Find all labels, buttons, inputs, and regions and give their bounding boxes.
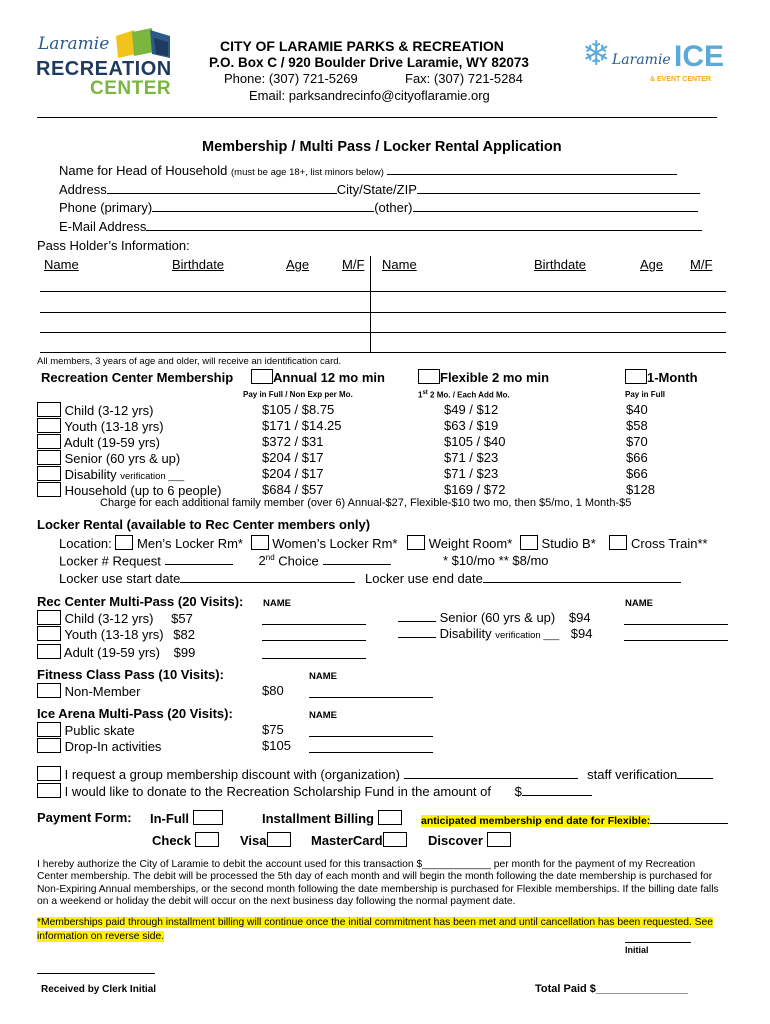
phone-row: [59, 200, 698, 215]
anticipated-end-label: anticipated membership end date for Flexible:: [421, 815, 651, 827]
donate-dollar: $: [514, 784, 522, 799]
payment-form-label: Payment Form:: [37, 810, 132, 825]
membership-row-label: Youth (13-18 yrs): [64, 419, 164, 434]
plan-month: [625, 369, 698, 385]
org-phone: Phone: (307) 721-5269: [224, 71, 358, 86]
group-discount-checkbox[interactable]: [37, 766, 61, 781]
ice-row-price: $75: [262, 722, 284, 737]
clerk-initial-label: Received by Clerk Initial: [41, 984, 157, 995]
membership-flex-price: $49 / $12: [444, 402, 499, 417]
head-name-row: [59, 163, 677, 178]
ice-row: [37, 738, 161, 754]
membership-flex-price: $63 / $19: [444, 418, 499, 433]
ice-title: Ice Arena Multi-Pass (20 Visits):: [37, 706, 233, 721]
pass-holder-label: Pass Holder’s Information:: [37, 238, 190, 253]
locker-dates-row: [59, 571, 681, 586]
membership-flex-price: $169 / $72: [444, 482, 506, 497]
multipass-row: [37, 644, 195, 660]
membership-flex-price: $71 / $23: [444, 466, 499, 481]
locker-option-checkbox[interactable]: [407, 535, 425, 550]
locker-option-label: Women’s Locker Rm*: [272, 536, 398, 551]
ph-row-line[interactable]: [40, 291, 726, 292]
membership-row-checkbox[interactable]: [37, 466, 61, 481]
locker-prices: * $10/mo ** $8/mo: [443, 553, 549, 568]
fitness-name-header: NAME: [309, 671, 337, 682]
total-paid: Total Paid $_______________: [535, 983, 688, 995]
ph-col-age-right: Age: [640, 257, 664, 272]
ph-col-name-left: Name: [44, 257, 79, 272]
payment-infull: [150, 810, 223, 826]
plan-flexible-checkbox[interactable]: [418, 369, 440, 384]
ice-name-field[interactable]: [309, 752, 433, 753]
multipass-row-blank[interactable]: [398, 626, 436, 638]
locker-location-label: Location:: [59, 536, 112, 551]
locker-start-label: Locker use start date: [59, 571, 181, 586]
multipass-row: [37, 610, 193, 626]
locker-request-row: [59, 553, 391, 568]
ph-col-mf-left: M/F: [342, 257, 365, 272]
plan-flexible-sub-text: 2 Mo. / Each Add Mo.: [427, 390, 510, 400]
fitness-row-price: $80: [262, 683, 284, 698]
authorization-text: I hereby authorize the City of Laramie to debit the account used for this transaction $____________ per month for the payment of my Recreation Center membership. The debit will be processed the 5th day of each month and will begin the month following the date membership is purchased for Non-Expiring Annual memberships, or the second month following the date membership is purchased for Flexible memberships. If the billing date falls on a weekend or holiday the debit will occur on the next business day following the normal payment date.: [37, 859, 719, 908]
rec-center-logo: [34, 26, 174, 98]
membership-row: [37, 434, 160, 450]
snowflake-icon: ❄: [582, 35, 611, 73]
membership-row: [37, 418, 164, 434]
membership-title: Recreation Center Membership: [41, 370, 234, 385]
plan-month-sub: Pay in Full: [625, 390, 666, 399]
ice-row-checkbox[interactable]: [37, 738, 61, 753]
membership-row: [37, 450, 180, 466]
clerk-initial-field[interactable]: [37, 973, 155, 974]
locker-option-checkbox[interactable]: [251, 535, 269, 550]
membership-row-note: verification ___: [120, 471, 185, 482]
head-name-note: (must be age 18+, list minors below): [231, 167, 384, 178]
plan-month-checkbox[interactable]: [625, 369, 647, 384]
ice-logo-script: Laramie: [612, 52, 671, 68]
ph-col-mf-right: M/F: [690, 257, 713, 272]
ph-row-line[interactable]: [40, 332, 726, 333]
payment-check-checkbox[interactable]: [195, 832, 219, 847]
membership-month-price: $128: [626, 482, 655, 497]
locker-request-label: Locker # Request: [59, 553, 161, 569]
additional-member-note: Charge for each additional family member (over 6) Annual-$27, Flexible-$10 two mo, then $5/mo, 1 Month-$5: [100, 497, 632, 509]
phone-field[interactable]: [152, 200, 374, 212]
locker-option-label: Men’s Locker Rm*: [137, 536, 243, 551]
ice-row-label: Public skate: [64, 723, 135, 738]
anticipated-end-field[interactable]: [650, 812, 728, 824]
multipass-row-price: $82: [173, 627, 195, 642]
email-field[interactable]: [146, 219, 702, 231]
plan-annual-checkbox[interactable]: [251, 369, 273, 384]
logo-recreation-text: RECREATION: [36, 58, 172, 80]
plan-annual: [251, 369, 385, 385]
membership-row-label: Household (up to 6 people): [64, 483, 222, 498]
fitness-name-field[interactable]: [309, 697, 433, 698]
membership-row-checkbox[interactable]: [37, 418, 61, 433]
membership-row-checkbox[interactable]: [37, 450, 61, 465]
ph-column-divider: [370, 256, 371, 352]
locker-choice-num: 2: [258, 553, 266, 569]
staff-verification-label: staff verification: [587, 767, 678, 782]
payment-discover-label: Discover: [428, 833, 483, 848]
payment-check-label: Check: [152, 833, 192, 848]
payment-mastercard-checkbox[interactable]: [383, 832, 407, 847]
locker-option-checkbox[interactable]: [115, 535, 133, 550]
ice-center-logo: [582, 35, 725, 94]
initial-field[interactable]: [625, 942, 691, 943]
membership-annual-price: $204 / $17: [262, 466, 324, 481]
city-field[interactable]: [417, 182, 700, 194]
membership-annual-price: $684 / $57: [262, 482, 324, 497]
payment-installment-checkbox[interactable]: [378, 810, 402, 825]
ice-row: [37, 722, 135, 738]
locker-title: Locker Rental (available to Rec Center members only): [37, 517, 371, 532]
locker-choice-label: Choice: [274, 553, 319, 569]
locker-option-checkbox[interactable]: [609, 535, 627, 550]
multipass-row-price: $99: [173, 645, 196, 660]
ice-logo-sub: & EVENT CENTER: [650, 76, 712, 83]
locker-option-checkbox[interactable]: [520, 535, 538, 550]
plan-month-label: 1-Month: [647, 370, 698, 385]
plan-flexible-label: Flexible 2 mo min: [440, 370, 550, 385]
locker-location-row: [59, 535, 708, 551]
membership-row: [37, 466, 184, 482]
locker-request-field[interactable]: [165, 553, 233, 565]
head-name-field[interactable]: [387, 163, 677, 175]
multipass-row-label: Adult (19-59 yrs): [63, 645, 160, 660]
ph-row-line[interactable]: [40, 312, 726, 313]
installment-note-text: *Memberships paid through installment billing will continue once the initial commitment has been met and until cancellation has been requested. See information on reverse side.: [37, 917, 713, 942]
membership-month-price: $66: [626, 450, 648, 465]
membership-month-price: $58: [626, 418, 648, 433]
multipass-row-right: [398, 626, 593, 641]
address-row: [59, 182, 700, 197]
org-fax: Fax: (307) 721-5284: [405, 71, 523, 86]
id-card-note: All members, 3 years of age and older, will receive an identification card.: [37, 356, 342, 367]
payment-mastercard: [311, 832, 407, 848]
membership-month-price: $70: [626, 434, 648, 449]
plan-flexible-sub: [418, 390, 510, 400]
multipass-name-header-right: NAME: [625, 598, 653, 609]
multipass-row-note: verification ___: [495, 630, 560, 641]
membership-month-price: $66: [626, 466, 648, 481]
fitness-title: Fitness Class Pass (10 Visits):: [37, 667, 224, 682]
group-discount-label: I request a group membership discount with (organization): [64, 767, 400, 782]
ice-row-checkbox[interactable]: [37, 722, 61, 737]
multipass-row: [37, 626, 195, 642]
header-divider: [37, 117, 717, 118]
ph-col-age-left: Age: [286, 257, 310, 272]
payment-installment: [262, 810, 402, 826]
multipass-row-checkbox[interactable]: [37, 644, 61, 659]
donate-label: I would like to donate to the Recreation Scholarship Fund in the amount of: [64, 784, 491, 799]
other-label: (other): [374, 200, 413, 215]
locker-start-field[interactable]: [180, 571, 355, 583]
membership-row: [37, 402, 153, 418]
membership-row-label: Senior (60 yrs & up): [64, 451, 181, 466]
locker-option-label: Cross Train**: [631, 536, 708, 551]
multipass-row-price: $94: [568, 610, 591, 625]
multipass-name-field-right[interactable]: [624, 624, 728, 625]
multipass-row-right: [398, 610, 591, 625]
payment-visa: [240, 832, 291, 848]
membership-row: [37, 482, 221, 498]
multipass-name-field-right[interactable]: [624, 640, 728, 641]
fitness-row: [37, 683, 140, 699]
locker-option-label: Studio B*: [541, 536, 596, 551]
locker-choice-sup: nd: [265, 553, 275, 562]
multipass-row-blank[interactable]: [398, 610, 436, 622]
payment-visa-label: Visa: [240, 833, 267, 848]
fitness-row-label: Non-Member: [64, 684, 141, 699]
org-email: Email: parksandrecinfo@cityoflaramie.org: [249, 88, 490, 103]
ph-col-birthdate-left: Birthdate: [172, 257, 225, 272]
membership-annual-price: $372 / $31: [262, 434, 324, 449]
plan-annual-label: Annual 12 mo min: [273, 370, 385, 385]
donate-row: [37, 783, 592, 799]
membership-annual-price: $171 / $14.25: [262, 418, 342, 433]
other-phone-field[interactable]: [413, 200, 698, 212]
org-name: CITY OF LARAMIE PARKS & RECREATION: [220, 38, 504, 54]
phone-label: Phone (primary): [59, 200, 153, 215]
plan-flexible-sub-num: 1: [418, 390, 423, 400]
city-label: City/State/ZIP: [336, 182, 417, 197]
membership-flex-price: $71 / $23: [444, 450, 499, 465]
email-label: E-Mail Address: [59, 219, 147, 234]
multipass-row-price: $94: [570, 626, 593, 641]
membership-row-checkbox[interactable]: [37, 434, 61, 449]
membership-row-label: Child (3-12 yrs): [64, 403, 154, 418]
ph-row-line[interactable]: [40, 352, 726, 353]
membership-row-checkbox[interactable]: [37, 482, 61, 497]
multipass-row-label: Youth (13-18 yrs): [64, 627, 164, 642]
ice-row-label: Drop-In activities: [64, 739, 162, 754]
payment-discover-checkbox[interactable]: [487, 832, 511, 847]
multipass-name-header: NAME: [263, 598, 291, 609]
locker-option-label: Weight Room*: [428, 536, 513, 551]
membership-row-checkbox[interactable]: [37, 402, 61, 417]
locker-choice-field[interactable]: [323, 553, 391, 565]
ice-logo-big: ICE: [674, 40, 725, 73]
multipass-row-checkbox[interactable]: [37, 626, 61, 641]
ice-row-price: $105: [262, 738, 291, 753]
membership-annual-price: $204 / $17: [262, 450, 324, 465]
payment-infull-label: In-Full: [150, 811, 189, 826]
membership-month-price: $40: [626, 402, 648, 417]
payment-installment-label: Installment Billing: [262, 811, 374, 826]
payment-visa-checkbox[interactable]: [267, 832, 291, 847]
multipass-row-label: Child (3-12 yrs): [64, 611, 154, 626]
organization-field[interactable]: [404, 767, 578, 779]
logo-script-text: Laramie: [38, 34, 110, 54]
initial-label: Initial: [625, 945, 649, 955]
head-name-label: Name for Head of Household: [59, 163, 228, 178]
multipass-name-field[interactable]: [262, 624, 366, 625]
payment-check: [152, 832, 219, 848]
ice-name-header: NAME: [309, 710, 337, 721]
multipass-row-checkbox[interactable]: [37, 610, 61, 625]
plan-annual-sub: Pay in Full / Non Exp per Mo.: [243, 390, 353, 399]
logo-center-text: CENTER: [90, 78, 172, 99]
membership-row-label: Adult (19-59 yrs): [63, 435, 160, 450]
multipass-name-field[interactable]: [262, 658, 366, 659]
plan-flexible-sub-sup: st: [422, 390, 428, 396]
ph-col-birthdate-right: Birthdate: [534, 257, 587, 272]
anticipated-end-row: [421, 812, 728, 827]
plan-flexible: [418, 369, 549, 385]
multipass-row-price: $57: [171, 611, 193, 626]
membership-annual-price: $105 / $8.75: [262, 402, 335, 417]
email-row: [59, 219, 702, 234]
ph-col-name-right: Name: [382, 257, 417, 272]
payment-discover: [428, 832, 511, 848]
form-title: Membership / Multi Pass / Locker Rental Application: [202, 139, 562, 155]
payment-infull-checkbox[interactable]: [193, 810, 223, 825]
ice-name-field[interactable]: [309, 736, 433, 737]
donate-amount-field[interactable]: [522, 784, 592, 796]
multipass-title: Rec Center Multi-Pass (20 Visits):: [37, 594, 244, 609]
donate-checkbox[interactable]: [37, 783, 61, 798]
org-address: P.O. Box C / 920 Boulder Drive Laramie, WY 82073: [209, 55, 529, 70]
group-discount-row: [37, 766, 713, 782]
locker-end-field[interactable]: [483, 571, 681, 583]
payment-mastercard-label: MasterCard: [311, 833, 383, 848]
installment-note: [37, 916, 727, 944]
fitness-row-checkbox[interactable]: [37, 683, 61, 698]
membership-row-label: Disability: [64, 467, 117, 482]
staff-verification-field[interactable]: [677, 767, 713, 779]
multipass-row-label: Senior (60 yrs & up): [439, 610, 556, 625]
multipass-name-field[interactable]: [262, 640, 366, 641]
locker-end-label: Locker use end date: [365, 571, 483, 586]
address-field[interactable]: [107, 182, 337, 194]
membership-flex-price: $105 / $40: [444, 434, 506, 449]
multipass-row-label: Disability: [439, 626, 492, 641]
address-label: Address: [59, 182, 107, 197]
